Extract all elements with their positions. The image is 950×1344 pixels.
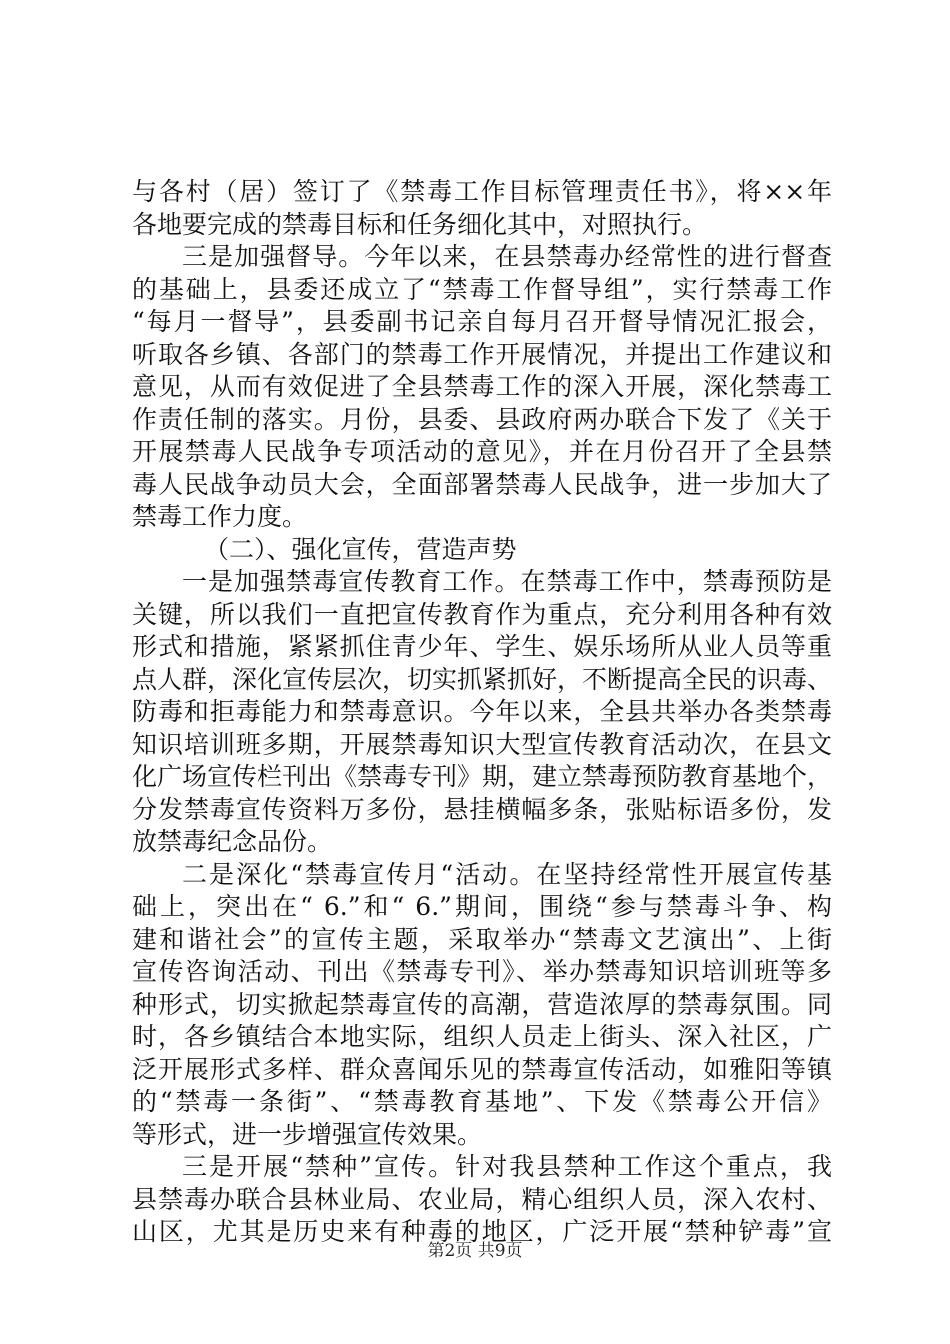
text-line: 点人群，深化宣传层次，切实抓紧抓好，不断提高全民的识毒、 (132, 664, 832, 694)
text-line: 开展禁毒人民战争专项活动的意见》，并在月份召开了全县禁 (132, 437, 832, 466)
text-line: 三是加强督导。今年以来，在县禁毒办经常性的进行督查 (182, 242, 832, 271)
text-line: 分发禁毒宣传资料万多份，悬挂横幅多条，张贴标语多份，发 (132, 794, 832, 824)
text-line: 一是加强禁毒宣传教育工作。在禁毒工作中，禁毒预防是 (182, 567, 832, 596)
text-line: 意见，从而有效促进了全县禁毒工作的深入开展，深化禁毒工 (132, 372, 832, 401)
text-line: 听取各乡镇、各部门的禁毒工作开展情况，并提出工作建议和 (132, 339, 832, 369)
text-line: 防毒和拒毒能力和禁毒意识。今年以来，全县共举办各类禁毒 (132, 697, 832, 726)
text-line: 化广场宣传栏刊出《禁毒专刊》期，建立禁毒预防教育基地个， (132, 762, 832, 791)
text-line: 的基础上，县委还成立了“禁毒工作督导组”，实行禁毒工作 (132, 274, 832, 304)
text-line: 山区，尤其是历史来有种毒的地区，广泛开展“禁种铲毒”宣 (132, 1217, 832, 1246)
text-line: 放禁毒纪念品份。 (132, 827, 333, 856)
document-body (132, 176, 832, 1249)
text-line: 宣传咨询活动、刊出《禁毒专刊》、举办禁毒知识培训班等多 (132, 957, 832, 986)
text-line: 等形式，进一步增强宣传效果。 (132, 1119, 483, 1149)
text-line: 种形式，切实掀起禁毒宣传的高潮，营造浓厚的禁毒氛围。同 (132, 989, 832, 1019)
text-line: 禁毒工作力度。 (132, 502, 308, 531)
text-line: 的“禁毒一条街”、“禁毒教育基地”、下发《禁毒公开信》 (132, 1087, 832, 1116)
text-line: 作责任制的落实。月份，县委、县政府两办联合下发了《关于 (132, 404, 832, 434)
text-line: “每月一督导”，县委副书记亲自每月召开督导情况汇报会， (132, 307, 832, 336)
text-line: （二）、强化宣传，营造声势 (204, 534, 517, 564)
text-line: 三是开展“禁种”宣传。针对我县禁种工作这个重点，我 (182, 1152, 832, 1181)
text-line: 建和谐社会”的宣传主题，采取举办“禁毒文艺演出”、上街 (132, 924, 832, 954)
text-line: 泛开展形式多样、群众喜闻乐见的禁毒宣传活动，如雅阳等镇 (132, 1054, 832, 1084)
text-line: 各地要完成的禁毒目标和任务细化其中，对照执行。 (132, 209, 708, 239)
text-line: 二是深化“禁毒宣传月“活动。在坚持经常性开展宣传基 (182, 859, 832, 889)
text-line: 知识培训班多期，开展禁毒知识大型宣传教育活动次，在县文 (132, 729, 832, 759)
text-line: 县禁毒办联合县林业局、农业局，精心组织人员，深入农村、 (132, 1184, 832, 1214)
text-line: 关键，所以我们一直把宣传教育作为重点，充分利用各种有效 (132, 599, 832, 629)
text-line: 础上，突出在“ 6.”和“ 6.”期间，围绕“参与禁毒斗争、构 (132, 892, 832, 921)
text-line: 时，各乡镇结合本地实际，组织人员走上街头、深入社区，广 (132, 1022, 832, 1051)
text-line: 与各村（居）签订了《禁毒工作目标管理责任书》，将××年 (132, 177, 832, 206)
text-line: 形式和措施，紧紧抓住青少年、学生、娱乐场所从业人员等重 (132, 632, 832, 661)
text-line: 毒人民战争动员大会，全面部署禁毒人民战争，进一步加大了 (132, 469, 832, 499)
page-footer: 第2页 共9页 (427, 1241, 523, 1261)
